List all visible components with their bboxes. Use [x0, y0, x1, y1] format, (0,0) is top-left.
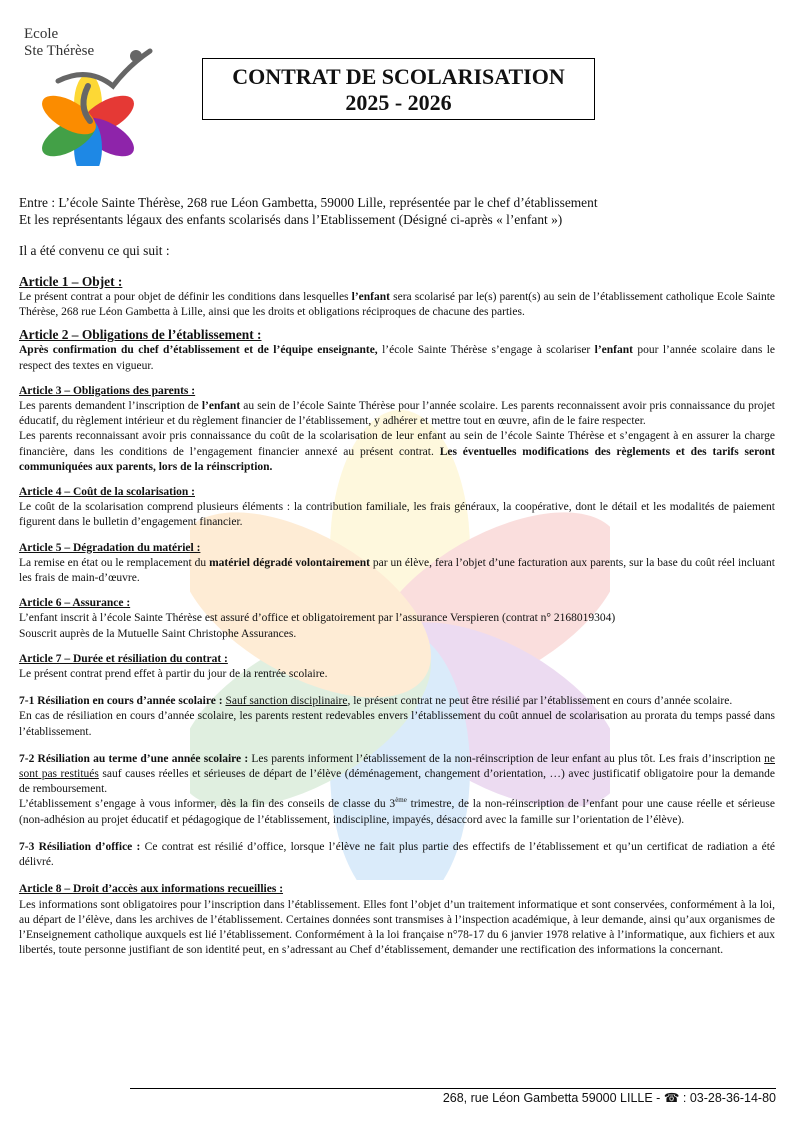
phone-icon: ☎: [663, 1091, 680, 1105]
footer-contact: 268, rue Léon Gambetta 59000 LILLE - ☎ : 03-28-36-14-80: [442, 1091, 776, 1105]
article-3-text-2: Les parents reconnaissant avoir pris connaissance du coût de la scolarisation de leur enfant au sein de l’école Sainte Thérèse et s’engagent à en assurer la charge financière, dans les conditions de l’engagement financier annexé au présent contrat. Les éventuelles modifications des règlements et des tarifs seront communiquées aux parents, lors de la réinscription.: [19, 430, 775, 473]
article-7-1-text: En cas de résiliation en cours d’année scolaire, les parents restent redevables envers l’établissement du coût annuel de scolarisation au prorata du temps passé dans l’établissement.: [19, 710, 775, 738]
logo-name: Ecole Ste Thérèse: [24, 26, 95, 59]
article-7-2-text: L’établissement s’engage à vous informer, dès la fin des conseils de classe du 3ème trimestre, de la non-réinscription de l’enfant pour une cause réelle et sérieuse (non-adhésion au projet éducatif et pédagogique de l’établissement, indiscipline, impayés, désaccord avec la famille sur l’orientation de l’élève).: [19, 796, 775, 826]
article-3-text-1: Les parents demandent l’inscription de l’enfant au sein de l’école Sainte Thérèse pour l’année scolaire. Les parents reconnaissent avoir pris connaissance du projet éducatif, du règlement intérieur et du règlement financier de l’établissement, y adhérer et mettre tout en œuvre, afin de le faire respecter.: [19, 400, 776, 428]
contract-body: [19, 194, 775, 958]
intro-parties: Entre : L’école Sainte Thérèse, 268 rue Léon Gambetta, 59000 Lille, représentée par le chef d’établissement Et les représentants légaux des enfants scolarisés dans l’Etablissement (Désigné ci-après « l’enfant »): [19, 195, 598, 227]
document-title: [202, 58, 595, 120]
article-6-title: Article 6 – Assurance :: [19, 597, 131, 610]
article-6-text-2: Souscrit auprès de la Mutuelle Saint Christophe Assurances.: [19, 627, 297, 640]
article-7-1: 7-1 Résiliation en cours d’année scolaire : Sauf sanction disciplinaire, le présent contrat ne peut être résilié par l’établissement en cours d’année scolaire.: [19, 695, 733, 708]
article-6-text-1: L’enfant inscrit à l’école Sainte Thérèse est assuré d’office et obligatoirement par l’assurance Verspieren (contrat n° 2168019304): [19, 612, 616, 625]
title-year: 2025 - 2026: [345, 90, 452, 115]
article-1-title: Article 1 – Objet :: [19, 274, 123, 289]
article-5-title: Article 5 – Dégradation du matériel :: [19, 541, 201, 554]
article-7-3: 7-3 Résiliation d’office : Ce contrat est résilié d’office, lorsque l’élève ne fait plus partie des effectifs de l’établissement et qu’un certificat de radiation a été délivré.: [19, 840, 776, 869]
article-2-title: Article 2 – Obligations de l’établissement :: [19, 327, 262, 343]
article-1-text: Le présent contrat a pour objet de définir les conditions dans lesquelles l’enfant sera scolarisé par le(s) parent(s) au sein de l’établissement catholique Ecole Sainte Thérèse, 268 rue Léon Gambetta à Lille, ainsi que les droits et obligations réciproques de chacune des parties.: [19, 291, 775, 319]
article-7-title: Article 7 – Durée et résiliation du contrat :: [19, 652, 228, 665]
article-5-text: La remise en état ou le remplacement du matériel dégradé volontairement par un élève, fera l’objet d’une facturation aux parents, sur la base du coût réel incluant les frais de main-d’œuvre.: [19, 556, 776, 585]
intro-agreement: Il a été convenu ce qui suit :: [19, 243, 170, 258]
article-4-text: Le coût de la scolarisation comprend plusieurs éléments : la contribution familiale, les frais généraux, la coopérative, dont le détail et les modalités de paiement figurent dans le bulletin d’engagement financier.: [19, 501, 775, 529]
school-logo: [18, 26, 168, 166]
article-4-title: Article 4 – Coût de la scolarisation :: [19, 486, 195, 499]
title-main: CONTRAT DE SCOLARISATION: [232, 64, 565, 89]
article-8-text: Les informations sont obligatoires pour l’inscription dans l’établissement. Elles font l’objet d’un traitement informatique et sont conservées, conformément à la loi, au départ de l’élève, dans les archives de l’établissement. Certaines données sont transmises à l’inspection académique, à leur demande, ainsi qu’aux organismes de l’Enseignement catholique auxquels est lié l’établissement. Conformément à la loi française n°78-17 du 6 janvier 1978 relative à l’informatique, aux fichiers et aux libertés, toute personne justifiant de son identité peut, en s’adressant au Chef d’établissement, demander une rectification des informations la concernant.: [19, 898, 775, 957]
article-3-title: Article 3 – Obligations des parents :: [19, 384, 196, 397]
article-8-title: Article 8 – Droit d’accès aux informations recueillies :: [19, 883, 284, 896]
article-7-2: 7-2 Résiliation au terme d’une année scolaire : Les parents informent l’établissement de la non-réinscription de leur enfant au plus tôt. Les frais d’inscription ne sont pas restitués sauf causes réelles et sérieuses de départ de l’élève (déménagement, changement d’orientation, …) avec justificatif obligatoire pour la demande de remboursement.: [19, 752, 775, 796]
footer-divider: [130, 1088, 776, 1089]
article-2-text: Après confirmation du chef d’établissement et de l’équipe enseignante, l’école Sainte Thérèse s’engage à scolariser l’enfant pour l’année scolaire dans le respect des textes en vigueur.: [19, 344, 775, 372]
article-7-text: Le présent contrat prend effet à partir du jour de la rentrée scolaire.: [19, 668, 328, 681]
